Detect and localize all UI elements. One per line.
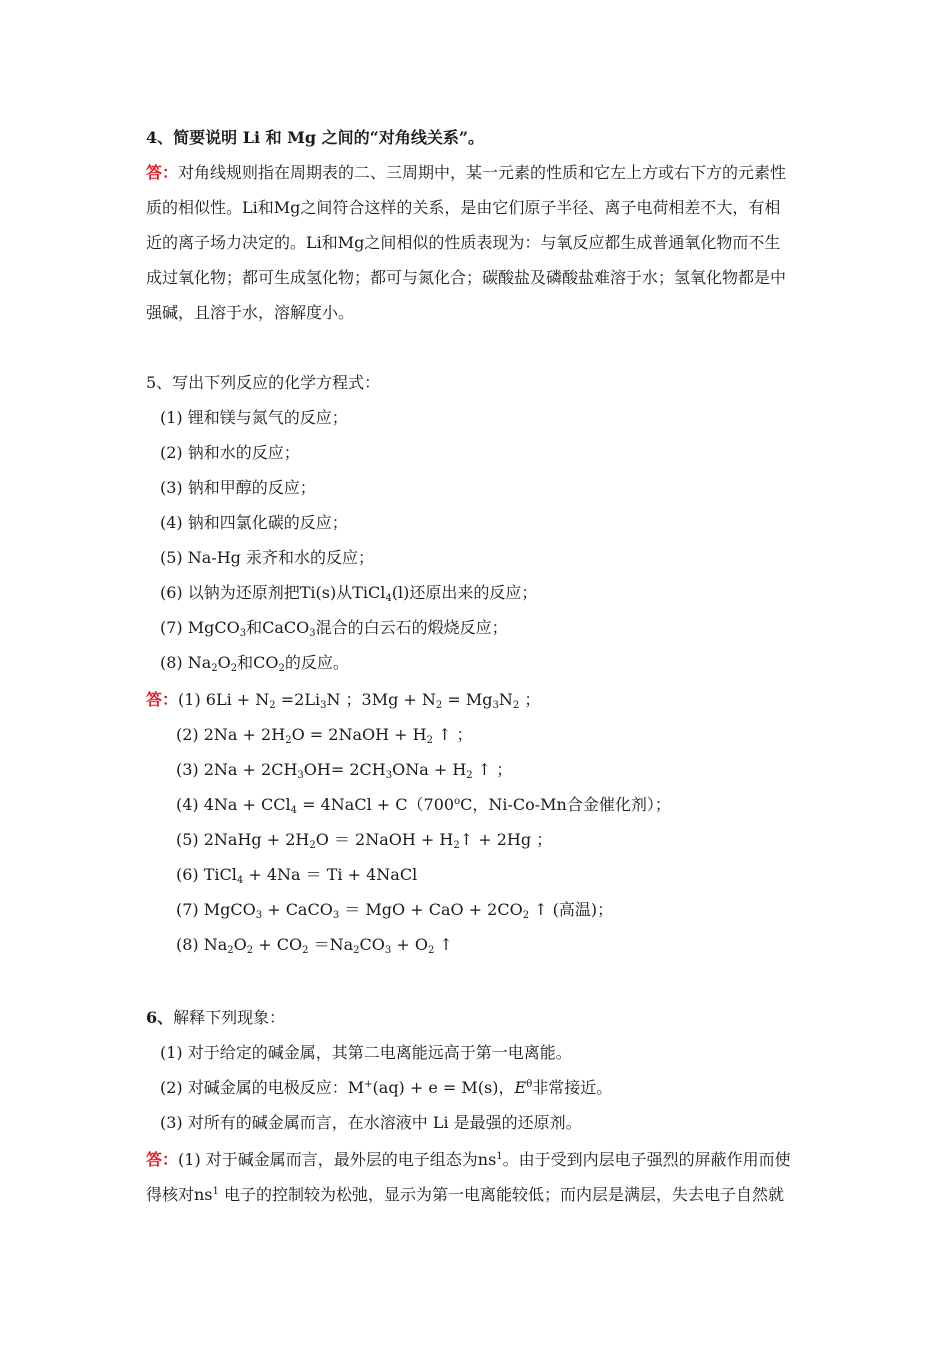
- q5-answer-3: (3) $2Na + 2CH_3OH= 2CH_3ONa + H_2$ ↑ ；: [176, 760, 513, 781]
- q6-answer-line-1: 答：(1) 对于碱金属而言，最外层的电子组态为$ns^1$。由于受到内层电子强烈的屏蔽作用而使: [146, 1150, 791, 1169]
- q5-item-4: (4) 钠和四氯化碳的反应；: [160, 513, 348, 532]
- q4-answer-line-1: 答：对角线规则指在周期表的二、三周期中，某一元素的性质和它左上方或右下方的元素性: [146, 163, 787, 182]
- q5-answer-5: (5) 2NaHg + $2H_2O$ ＝ 2NaOH + $H_2↑ + 2Hg$ ；: [176, 830, 553, 851]
- q4-answer-line-4: 成过氧化物；都可生成氢化物；都可与氮化合；碳酸盐及磷酸盐难溶于水；氢氧化物都是中: [146, 268, 787, 287]
- q5-answer-4: (4) 4Na + CCl$_4$ = 4NaCl + $C(700^oC$，Ni-Co-Mn合金催化剂）；: [176, 795, 671, 816]
- q5-title: 5、写出下列反应的化学方程式：: [146, 373, 381, 392]
- q5-item-6: (6) 以钠为还原剂把Ti(s)从TiCl$_4$(l)还原出来的反应；: [160, 583, 538, 604]
- q5-item-7: (7) MgCO$_3$和CaCO$_3$混合的白云石的煅烧反应；: [160, 618, 508, 639]
- q5-item-2: (2) 钠和水的反应；: [160, 443, 300, 462]
- q5-answer-6: (6) TiCl$_4$ + 4Na ＝ Ti + 4NaCl: [176, 865, 418, 886]
- q4-answer-line-3: 近的离子场力决定的。Li和Mg之间相似的性质表现为：与氧反应都生成普通氧化物而不生: [146, 233, 781, 252]
- q5-answer-8: (8) $Na_2O_2 + CO_2 =Na_2CO_3 + O_2$ ↑: [176, 935, 453, 956]
- q4-answer-line-5: 强碱，且溶于水，溶解度小。: [146, 303, 355, 322]
- q6-item-3: (3) 对所有的碱金属而言，在水溶液中 Li 是最强的还原剂。: [160, 1113, 582, 1132]
- q6-item-1: (1) 对于给定的碱金属，其第二电离能远高于第一电离能。: [160, 1043, 572, 1062]
- q5-item-3: (3) 钠和甲醇的反应；: [160, 478, 316, 497]
- answer-label: 答：: [146, 1150, 179, 1169]
- q6-answer-line-2: 得核对$ns^1$ 电子的控制较为松弛，显示为第一电离能较低；而内层是满层，失去电子自然就: [146, 1185, 784, 1204]
- q4-title: 4、简要说明 Li 和 Mg 之间的“对角线关系”。: [146, 128, 485, 147]
- q5-answer-1: 答：(1) $6Li + N_2 =2Li_3N$ ；$3Mg + N_2 = Mg_3N_2$ ；: [146, 690, 541, 711]
- q6-title: 6、解释下列现象：: [146, 1008, 286, 1027]
- q5-answer-7: (7) MgCO$_3$ + CaCO$_3$ ＝ MgO + CaO + $2CO_2$ ↑ (高温)；: [176, 900, 614, 921]
- answer-label: 答：: [146, 690, 179, 709]
- q5-item-8: (8) $Na_2O_2$和$CO_2$的反应。: [160, 653, 349, 674]
- q5-answer-2: (2) $2Na + 2H_2O$ = 2NaOH + $H_2$ ↑ ；: [176, 725, 473, 746]
- q6-item-2: (2) 对碱金属的电极反应：M+(aq) + e = M(s)，$E^\theta$非常接近。: [160, 1078, 613, 1097]
- q5-item-5: (5) Na-Hg 汞齐和水的反应；: [160, 548, 374, 567]
- q5-item-1: (1) 锂和镁与氮气的反应；: [160, 408, 348, 427]
- q4-answer-line-2: 质的相似性。Li和Mg之间符合这样的关系，是由它们原子半径、离子电荷相差不大，有相: [146, 198, 781, 217]
- answer-label: 答：: [146, 163, 179, 182]
